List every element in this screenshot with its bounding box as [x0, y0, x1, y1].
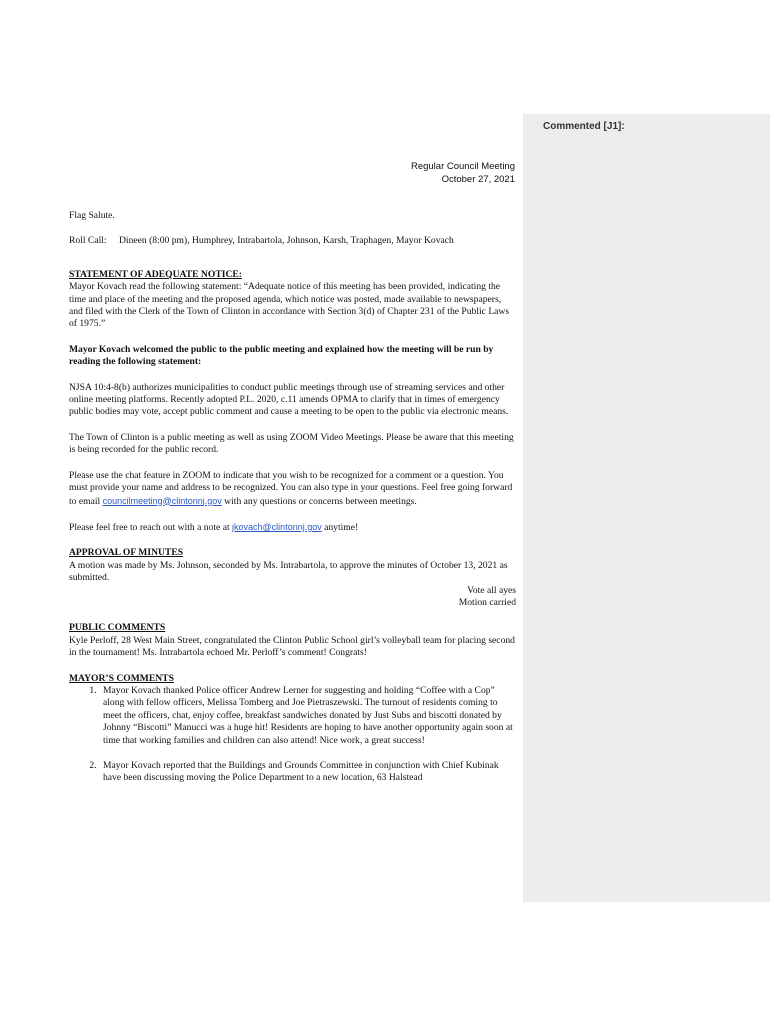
mayors-comment-item: 2. Mayor Kovach reported that the Buildings and Grounds Committee in conjunction with Chief Kubinak have been discussing moving the Police Department to a new location, 63 Halstead — [99, 760, 516, 785]
adequate-notice-heading: STATEMENT OF ADEQUATE NOTICE: — [69, 268, 242, 280]
public-comments-heading: PUBLIC COMMENTS — [69, 622, 166, 634]
document-body — [69, 210, 516, 785]
welcome-statement: Mayor Kovach welcomed the public to the public meeting and explained how the meeting will be run by reading the following statement: — [69, 343, 494, 368]
njsa-paragraph: NJSA 10:4-8(b) authorizes municipalities to conduct public meetings through use of streaming services and other online meeting platforms. Recently adopted P.L. 2020, c.11 amends OPMA to clarify that in times of emergency public bodies may vote, accept public comment and cause a meeting to be open to the public via electronic means. — [69, 381, 509, 418]
flag-salute: Flag Salute. — [69, 210, 115, 221]
chat-paragraph — [69, 470, 516, 508]
mayors-comment-item: 1. Mayor Kovach thanked Police officer Andrew Lerner for suggesting and holding “Coffee with a Cop” along with fellow officers, Melissa Tomberg and Joe Pietraszewski. The turnout of residents coming to meet the officers, chat, enjoy coffee, breakfast sandwiches donated by Just Subs and biscotti donated by Johnny “Biscotti” Manucci was a huge hit! Residents are hoping to have another opportunity again soon at time that working families and children can also attend! Nice work, a great success! — [99, 685, 516, 747]
document-header — [411, 160, 515, 186]
mayor-email-link[interactable]: jkovach@clintonnj.gov — [232, 521, 322, 532]
adequate-notice-text: Mayor Kovach read the following statement: “Adequate notice of this meeting has been provided, indicating the time and place of the meeting and the proposed agenda, which notice was posted, made available to newspapers, and filed with the Clerk of the Town of Clinton in accordance with Section 3(d) of Chapter 231 of the Public Laws of 1975.” — [69, 281, 510, 330]
public-comments-text: Kyle Perloff, 28 West Main Street, congratulated the Clinton Public School girl’s volleyball team for placing second in the tournament! Ms. Intrabartola echoed Mr. Perloff’s comment! Congrats! — [69, 634, 515, 659]
minutes-vote: Vote all ayes — [467, 584, 516, 596]
comments-pane — [523, 114, 770, 902]
reach-out-paragraph — [69, 521, 516, 534]
minutes-result: Motion carried — [458, 596, 516, 608]
comment-title: Commented [J1]: — [543, 121, 625, 132]
chat-text-end: with any questions or concerns between meetings. — [221, 495, 417, 507]
minutes-text: A motion was made by Ms. Johnson, seconded by Ms. Intrabartola, to approve the minutes of October 13, 2021 as submitted. — [69, 559, 508, 584]
roll-call-label: Roll Call: — [69, 235, 107, 247]
mayors-comments-heading: MAYOR’S COMMENTS — [69, 672, 174, 684]
meeting-title: Regular Council Meeting — [410, 161, 515, 172]
roll-call-text: Dineen (8:00 pm), Humphrey, Intrabartola, Johnson, Karsh, Traphagen, Mayor Kovach — [119, 235, 454, 247]
reach-out-text-end: anytime! — [321, 521, 359, 533]
council-email-link[interactable]: councilmeeting@clintonnj.gov — [102, 495, 222, 506]
reach-out-text: Please feel free to reach out with a note at — [69, 521, 233, 533]
roll-call — [69, 235, 516, 247]
chat-text: Please use the chat feature in ZOOM to indicate that you wish to be recognized for a comment or a question. You must provide your name and address to be recognized. You can also type in your questions. Feel free going forward to email — [69, 469, 513, 507]
mayors-comments-list — [69, 685, 516, 785]
meeting-date: October 27, 2021 — [441, 174, 515, 185]
minutes-heading: APPROVAL OF MINUTES — [69, 547, 184, 559]
zoom-paragraph: The Town of Clinton is a public meeting as well as using ZOOM Video Meetings. Please be aware that this meeting is being recorded for the public record. — [69, 431, 514, 456]
